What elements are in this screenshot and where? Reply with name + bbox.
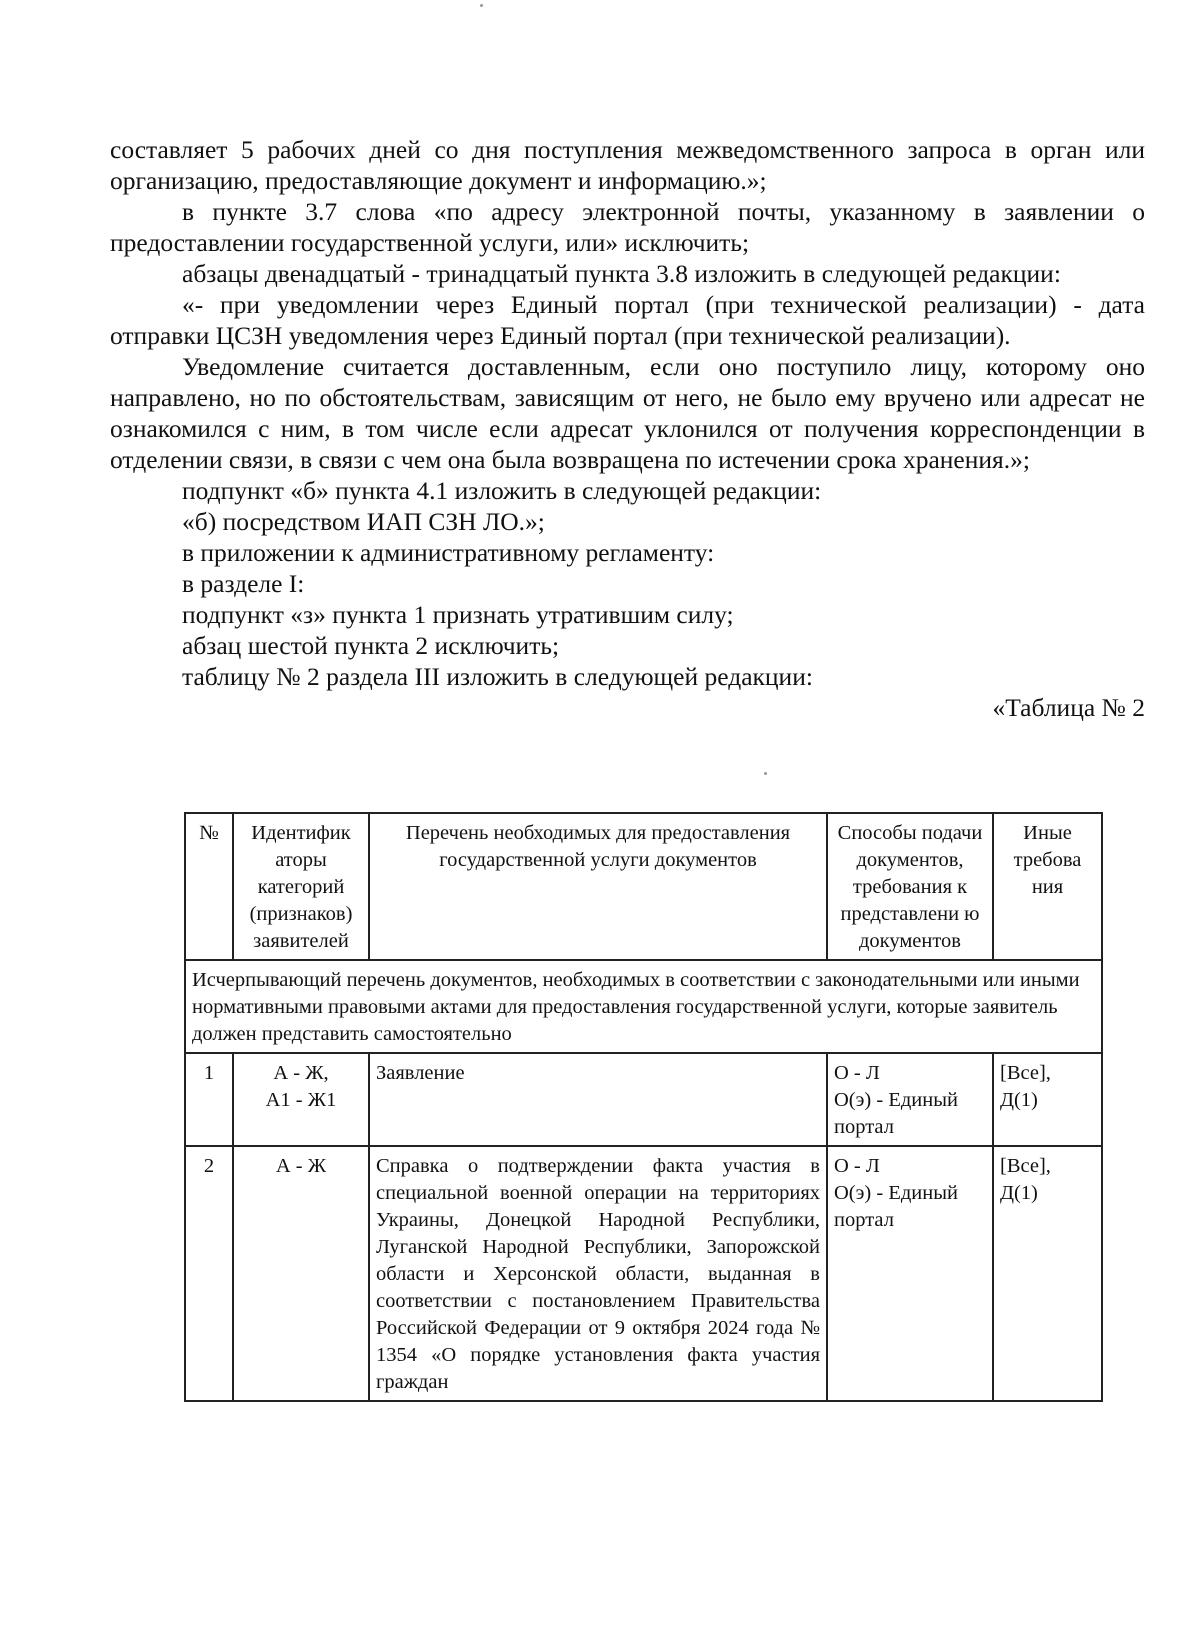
row-number: 1 — [185, 1053, 233, 1146]
method-line: О(э) - Единый портал — [834, 1089, 958, 1138]
category-line: А1 - Ж1 — [265, 1089, 337, 1111]
paragraph: Уведомление считается доставленным, если оно поступило лицу, которому оно направлено, но по обстоятельствам, зависящим от него, не было ему вручено или адресат не ознакомился с ним, в том числе если адресат уклонился от получения корреспонденции в отделении связи, в связи с чем она была возвращена по истечении срока хранения.»; — [110, 352, 1145, 474]
paragraph: таблицу № 2 раздела III изложить в следующей редакции: — [182, 662, 813, 691]
other-line: Д(1) — [1000, 1089, 1038, 1111]
table-header-row — [185, 813, 1102, 960]
table-caption: «Таблица № 2 — [992, 693, 1145, 722]
table-row — [185, 1146, 1102, 1401]
category-line: А - Ж, — [273, 1062, 329, 1084]
paragraph: подпункт «з» пункта 1 признать утратившим силу; — [182, 600, 734, 629]
paragraph: абзацы двенадцатый - тринадцатый пункта 3.8 изложить в следующей редакции: — [182, 259, 1061, 288]
paragraph: абзац шестой пункта 2 исключить; — [182, 631, 560, 660]
other-line: [Все], — [1000, 1062, 1051, 1084]
paragraph: составляет 5 рабочих дней со дня поступления межведомственного запроса в орган или организацию, предоставляющие документ и информацию.»; — [110, 135, 1145, 195]
category-line: А - Ж — [275, 1155, 327, 1177]
header-required-documents: Перечень необходимых для предоставления государственной услуги документов — [369, 813, 827, 960]
other-line: [Все], — [1000, 1155, 1051, 1177]
header-submission-methods: Способы подачи документов, требования к представлени ю документов — [827, 813, 993, 960]
row-categories — [233, 1053, 369, 1146]
method-line: О - Л — [834, 1155, 880, 1177]
row-methods — [827, 1053, 993, 1146]
header-number: № — [185, 813, 233, 960]
method-line: О(э) - Единый портал — [834, 1182, 958, 1231]
row-categories — [233, 1146, 369, 1401]
row-document: Справка о подтверждении факта участия в специальной военной операции на территориях Украины, Донецкой Народной Республики, Луганской Народной Республики, Запорожской области и Херсонской области, выданная в соответствии с постановлением Правительства Российской Федерации от 9 октября 2024 года № 1354 «О порядке установления факта участия граждан — [369, 1146, 827, 1401]
table-row — [185, 1053, 1102, 1146]
row-other — [993, 1053, 1102, 1146]
paragraph: в пункте 3.7 слова «по адресу электронной почты, указанному в заявлении о предоставлении государственной услуги, или» исключить; — [110, 197, 1145, 257]
section-row — [185, 960, 1102, 1053]
row-document: Заявление — [369, 1053, 827, 1146]
paragraph: в разделе I: — [182, 569, 305, 598]
documents-table — [184, 812, 1103, 1402]
row-other — [993, 1146, 1102, 1401]
other-line: Д(1) — [1000, 1182, 1038, 1204]
header-other-requirements: Иные требова ния — [993, 813, 1102, 960]
paragraph: подпункт «б» пункта 4.1 изложить в следующей редакции: — [182, 476, 822, 505]
paragraph: в приложении к административному регламенту: — [182, 538, 715, 567]
scan-artifact — [480, 4, 483, 7]
section-description: Исчерпывающий перечень документов, необходимых в соответствии с законодательными или иными нормативными правовыми актами для предоставления государственной услуги, которые заявитель должен представить самостоятельно — [185, 960, 1102, 1053]
row-number: 2 — [185, 1146, 233, 1401]
scan-artifact — [764, 772, 767, 775]
method-line: О - Л — [834, 1062, 880, 1084]
paragraph: «б) посредством ИАП СЗН ЛО.»; — [182, 507, 545, 536]
body-text — [110, 134, 1145, 723]
paragraph: «- при уведомлении через Единый портал (при технической реализации) - дата отправки ЦСЗН уведомления через Единый портал (при технической реализации). — [110, 290, 1145, 350]
header-applicant-categories: Идентифик аторы категорий (признаков) заявителей — [233, 813, 369, 960]
row-methods — [827, 1146, 993, 1401]
